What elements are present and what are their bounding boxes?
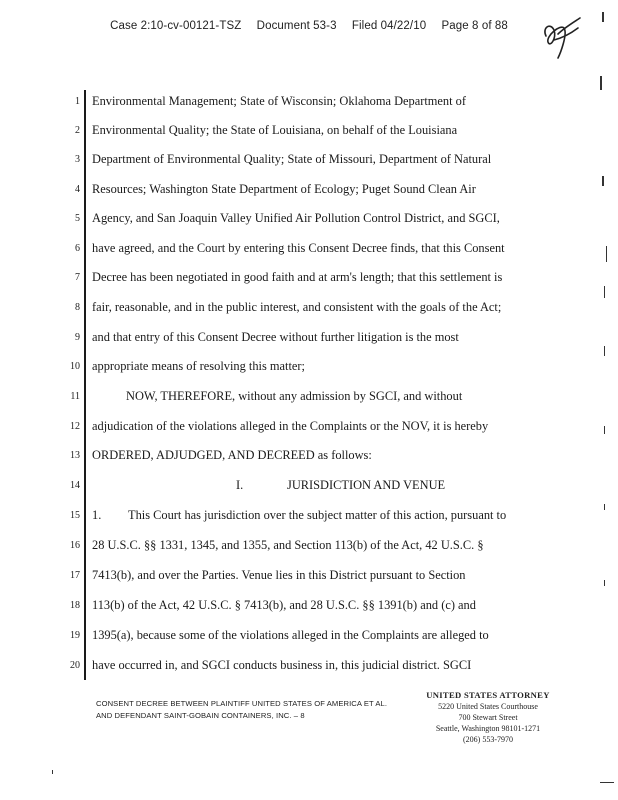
line-number: 11: [70, 391, 80, 402]
address-line: 5220 United States Courthouse: [438, 702, 538, 711]
body-text-line: 7413(b), and over the Parties. Venue lies in this District pursuant to Section: [92, 568, 466, 582]
body-text-line: have occurred in, and SGCI conducts business in, this judicial district. SGCI: [92, 658, 472, 672]
section-heading: JURISDICTION AND VENUE: [287, 478, 446, 492]
phone-number: (206) 553-7970: [463, 735, 513, 744]
scan-artifact: [604, 426, 605, 434]
scan-artifact: [604, 504, 605, 510]
line-number: 6: [75, 243, 80, 254]
footer-caption-line: AND DEFENDANT SAINT-GOBAIN CONTAINERS, INC. – 8: [96, 711, 305, 720]
body-text-line: have agreed, and the Court by entering this Consent Decree finds, that this Consent: [92, 241, 505, 255]
line-number: 16: [70, 540, 80, 551]
body-text-line: Department of Environmental Quality; State of Missouri, Department of Natural: [92, 152, 492, 166]
body-text-line: appropriate means of resolving this matter;: [92, 359, 305, 373]
footer-caption: [96, 698, 387, 722]
section-number: I.: [236, 478, 244, 492]
scan-artifact: [602, 12, 604, 22]
body-text-line: Environmental Quality; the State of Louisiana, on behalf of the Louisiana: [92, 123, 458, 137]
body-text-line: adjudication of the violations alleged in the Complaints or the NOV, it is hereby: [92, 419, 489, 433]
left-margin-rule: [84, 90, 86, 680]
scan-artifact: [606, 246, 607, 262]
paragraph-number: 1.: [92, 508, 102, 522]
body-text-line: Decree has been negotiated in good faith and at arm's length; that this settlement is: [92, 270, 503, 284]
body-text-line: Environmental Management; State of Wisconsin; Oklahoma Department of: [92, 94, 466, 108]
attorney-address-block: [410, 690, 566, 745]
line-number: 13: [70, 450, 80, 461]
body-text-line: Resources; Washington State Department of Ecology; Puget Sound Clean Air: [92, 182, 476, 196]
scan-artifact: [604, 286, 605, 298]
line-number: 10: [70, 361, 80, 372]
line-number: 14: [70, 480, 80, 491]
scan-artifact: [52, 770, 53, 774]
line-number: 7: [75, 272, 80, 283]
line-number: 15: [70, 510, 80, 521]
handwritten-initials: [540, 14, 584, 60]
body-text-line: NOW, THEREFORE, without any admission by SGCI, and without: [126, 389, 463, 403]
scan-artifact: [602, 176, 604, 186]
line-number: 20: [70, 660, 80, 671]
scan-artifact: [604, 346, 605, 356]
page-indicator: Page 8 of 88: [441, 20, 508, 32]
line-number: 17: [70, 570, 80, 581]
body-text-line: and that entry of this Consent Decree without further litigation is the most: [92, 330, 459, 344]
case-number: Case 2:10-cv-00121-TSZ: [110, 20, 242, 32]
line-number: 19: [70, 630, 80, 641]
scan-artifact: [600, 782, 614, 783]
body-text-line: This Court has jurisdiction over the subject matter of this action, pursuant to: [128, 508, 507, 522]
document-number: Document 53-3: [256, 20, 337, 32]
address-line: Seattle, Washington 98101-1271: [435, 724, 541, 733]
page-header: [0, 20, 618, 32]
body-text-line: fair, reasonable, and in the public interest, and consistent with the goals of the Act;: [92, 300, 502, 314]
line-number: 18: [70, 600, 80, 611]
line-number: 5: [75, 213, 80, 224]
body-text-line: Agency, and San Joaquin Valley Unified Air Pollution Control District, and SGCI,: [92, 211, 500, 225]
line-number: 3: [75, 154, 80, 165]
attorney-office-title: UNITED STATES ATTORNEY: [426, 690, 550, 700]
line-number: 2: [75, 125, 80, 136]
body-text-line: ORDERED, ADJUDGED, AND DECREED as follows:: [92, 448, 372, 462]
address-line: 700 Stewart Street: [458, 713, 518, 722]
scan-artifact: [600, 76, 602, 90]
line-number: 9: [75, 332, 80, 343]
line-number: 1: [75, 96, 80, 107]
line-number: 4: [75, 184, 80, 195]
body-text-line: 28 U.S.C. §§ 1331, 1345, and 1355, and Section 113(b) of the Act, 42 U.S.C. §: [92, 538, 484, 552]
footer-caption-line: CONSENT DECREE BETWEEN PLAINTIFF UNITED STATES OF AMERICA ET AL.: [96, 699, 388, 708]
line-number: 8: [75, 302, 80, 313]
body-text-line: 113(b) of the Act, 42 U.S.C. § 7413(b), and 28 U.S.C. §§ 1391(b) and (c) and: [92, 598, 476, 612]
scan-artifact: [604, 580, 605, 586]
filed-date: Filed 04/22/10: [351, 20, 427, 32]
body-text-line: 1395(a), because some of the violations alleged in the Complaints are alleged to: [92, 628, 489, 642]
line-number: 12: [70, 421, 80, 432]
